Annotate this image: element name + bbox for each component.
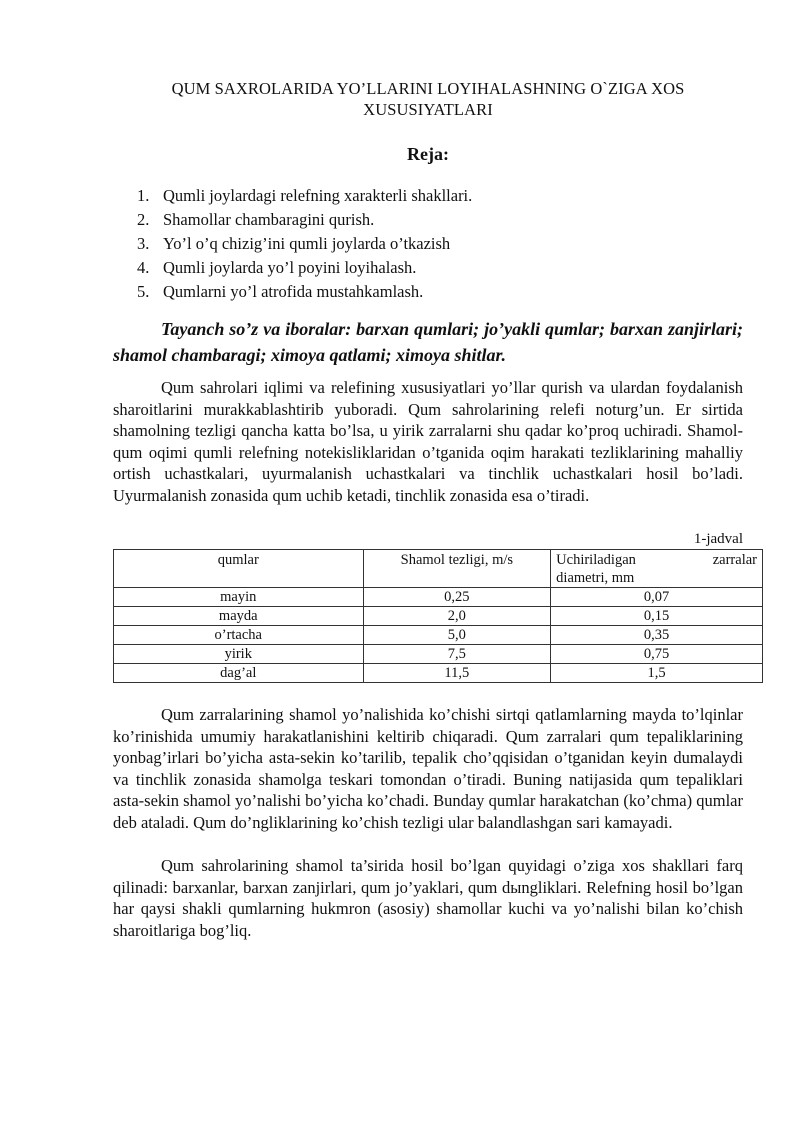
plan-item xyxy=(137,184,717,208)
table-row xyxy=(114,645,763,664)
document-title-line1: QUM SAXROLARIDA YO’LLARINI LOYIHALASHNING O`ZIGA XOS xyxy=(171,79,685,98)
plan-item-text: Qumli joylardagi relefning xarakterli shakllari. xyxy=(163,186,473,205)
sand-wind-table xyxy=(113,549,763,683)
plan-item xyxy=(137,208,717,232)
cell-wind-speed: 2,0 xyxy=(363,607,551,626)
plan-item-text: Qumli joylarda yo’l poyini loyihalash. xyxy=(163,258,417,277)
cell-sand-type: mayda xyxy=(114,607,364,626)
cell-sand-type: mayin xyxy=(114,588,364,607)
cell-particle-diameter: 0,07 xyxy=(551,588,763,607)
plan-item-number: 4. xyxy=(137,258,150,277)
cell-wind-speed: 7,5 xyxy=(363,645,551,664)
plan-item-text: Qumlarni yo’l atrofida mustahkamlash. xyxy=(163,282,424,301)
header-sand-type: qumlar xyxy=(114,550,364,588)
table-row xyxy=(114,626,763,645)
document-title-line2: XUSUSIYATLARI xyxy=(363,100,493,119)
cell-sand-type: yirik xyxy=(114,645,364,664)
header-particle-diameter xyxy=(551,550,763,588)
table-row xyxy=(114,664,763,683)
table-caption: 1-jadval xyxy=(693,531,743,547)
plan-item-number: 1. xyxy=(137,186,150,205)
cell-particle-diameter: 0,35 xyxy=(551,626,763,645)
cell-particle-diameter: 0,15 xyxy=(551,607,763,626)
body-paragraph-1: Qum sahrolari iqlimi va relefining xususiyatlari yo’llar qurish va ulardan foydalanish sharoitlarini murakkablashtirib yuboradi. Qum sahrolarining relefi noturg’un. Er sirtida shamolning tezligi qancha katta bo’lsa, u yirik zarralarni shu qadar ko’proq uchiradi. Shamol-qum oqimi qumli relefning notekisliklaridan o’tganida oqim harakati tezliklarining mahalliy ortish uchastkalari, uyurmalanish uchastkalari va tinchlik uchastkalari hosil bo’ladi. Uyurmalanish zonasida qum uchib ketadi, tinchlik zonasida esa o’tiradi. xyxy=(113,378,743,505)
header-particle-diameter-word1: Uchiriladigan xyxy=(556,552,636,568)
table-row xyxy=(114,607,763,626)
plan-item-number: 5. xyxy=(137,282,150,301)
plan-item-number: 2. xyxy=(137,210,150,229)
cell-sand-type: dag’al xyxy=(114,664,364,683)
cell-wind-speed: 0,25 xyxy=(363,588,551,607)
plan-item xyxy=(137,280,717,304)
plan-item xyxy=(137,232,717,256)
body-paragraph-3: Qum sahrolarining shamol ta’sirida hosil bo’lgan quyidagi o’ziga xos shakllari farq qilinadi: barxanlar, barxan zanjirlari, qum jo’yaklari, qum dыngliklari. Relefning hosil bo’lgan har qaysi shakli qumlarning hukmron (asosiy) shamollar kuchi va yo’nalishi bilan ko’chish sharoitlariga bog’liq. xyxy=(113,856,743,940)
plan-heading: Reja: xyxy=(407,144,449,164)
cell-wind-speed: 11,5 xyxy=(363,664,551,683)
header-particle-diameter-line2: diametri, mm xyxy=(556,570,635,586)
cell-particle-diameter: 1,5 xyxy=(551,664,763,683)
document-title xyxy=(113,78,743,120)
plan-item-text: Shamollar chambaragini qurish. xyxy=(163,210,375,229)
plan-item xyxy=(137,256,717,280)
plan-item-number: 3. xyxy=(137,234,150,253)
header-wind-speed: Shamol tezligi, m/s xyxy=(363,550,551,588)
cell-wind-speed: 5,0 xyxy=(363,626,551,645)
table-row xyxy=(114,588,763,607)
cell-sand-type: o’rtacha xyxy=(114,626,364,645)
header-particle-diameter-word2: zarralar xyxy=(712,552,757,568)
plan-list xyxy=(137,184,717,304)
plan-item-text: Yo’l o’q chizig’ini qumli joylarda o’tkazish xyxy=(163,234,451,253)
table-header-row xyxy=(114,550,763,588)
body-paragraph-2: Qum zarralarining shamol yo’nalishida ko’chishi sirtqi qatlamlarning mayda to’lqinlar ko’rinishida umumiy harakatlanishini keltirib chiqaradi. Qum zarralari qum tepaliklarining yonbag’irlari bo’yicha asta-sekin ko’tarilib, tepalik cho’qqisidan o’tganidan keyin dumalaydi va tinchlik zonasida shamolga teskari tomondan o’tiradi. Buning natijasida qum tepaliklari asta-sekin shamol yo’nalishi bo’yicha ko’chadi. Bunday qumlar harakatchan (ko’chma) qumlar deb ataladi. Qum do’ngliklarining ko’chish tezligi ular balandlashgan sari kamayadi. xyxy=(113,705,743,832)
cell-particle-diameter: 0,75 xyxy=(551,645,763,664)
keywords-paragraph: Tayanch so’z va iboralar: barxan qumlari; jo’yakli qumlar; barxan zanjirlari; shamol chambaragi; ximoya qatlami; ximoya shitlar. xyxy=(113,319,743,365)
